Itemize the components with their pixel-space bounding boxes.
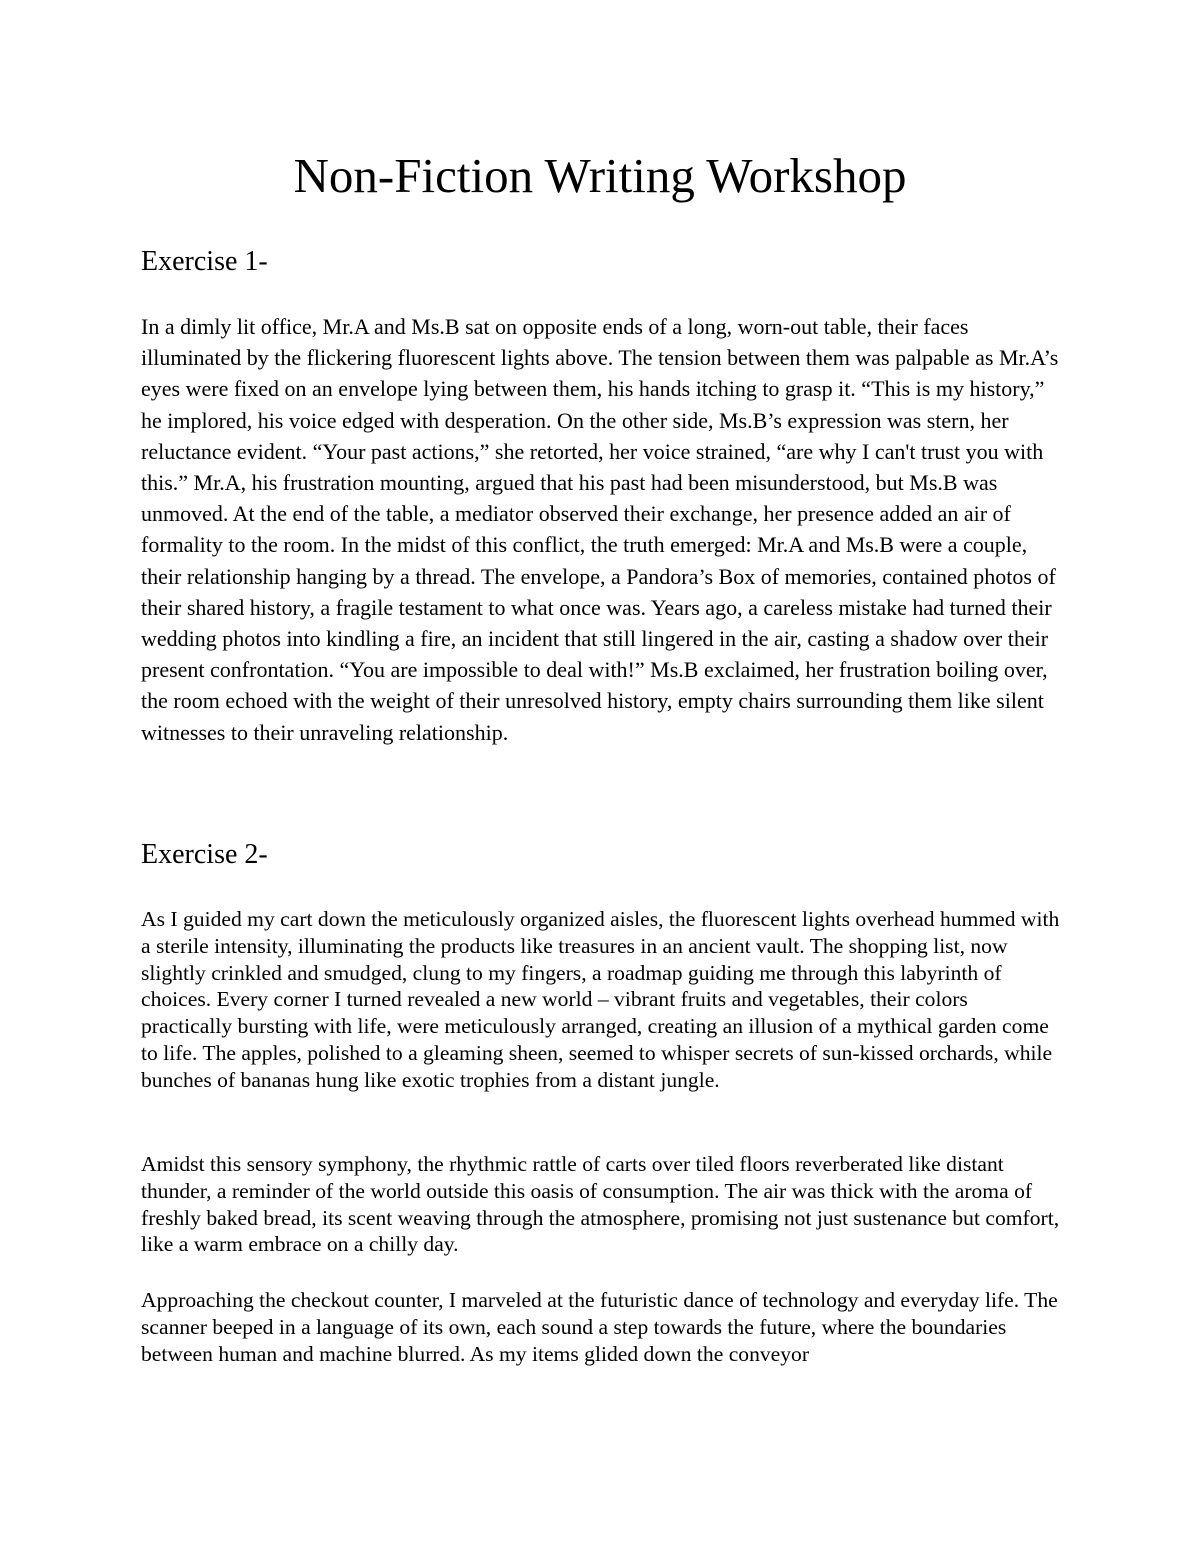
exercise-1-paragraph: In a dimly lit office, Mr.A and Ms.B sat on opposite ends of a long, worn-out table, their faces illuminated by the flickering fluorescent lights above. The tension between them was palpable as Mr.A’s eyes were fixed on an envelope lying between them, his hands itching to grasp it. “This is my history,” he implored, his voice edged with desperation. On the other side, Ms.B’s expression was stern, her reluctance evident. “Your past actions,” she retorted, her voice strained, “are why I can't trust you with this.” Mr.A, his frustration mounting, argued that his past had been misunderstood, but Ms.B was unmoved. At the end of the table, a mediator observed their exchange, her presence added an air of formality to the room. In the midst of this conflict, the truth emerged: Mr.A and Ms.B were a couple, their relationship hanging by a thread. The envelope, a Pandora’s Box of memories, contained photos of their shared history, a fragile testament to what once was. Years ago, a careless mistake had turned their wedding photos into kindling a fire, an incident that still lingered in the air, casting a shadow over their present confrontation. “You are impossible to deal with!” Ms.B exclaimed, her frustration boiling over, the room echoed with the weight of their unresolved history, empty chairs surrounding them like silent witnesses to their unraveling relationship.: [141, 314, 1059, 745]
exercise-1-heading: Exercise 1-: [141, 246, 268, 277]
exercise-2-paragraph-3: Approaching the checkout counter, I marveled at the futuristic dance of technology and everyday life. The scanner beeped in a language of its own, each sound a step towards the future, where the boundaries between human and machine blurred. As my items glided down the conveyor: [141, 1288, 1058, 1366]
exercise-2-paragraph-1: As I guided my cart down the meticulously organized aisles, the fluorescent lights overhead hummed with a sterile intensity, illuminating the products like treasures in an ancient vault. The shopping list, now slightly crinkled and smudged, clung to my fingers, a roadmap guiding me through this labyrinth of choices. Every corner I turned revealed a new world – vibrant fruits and vegetables, their colors practically bursting with life, were meticulously arranged, creating an illusion of a mythical garden come to life. The apples, polished to a gleaming sheen, seemed to whisper secrets of sun-kissed orchards, while bunches of bananas hung like exotic trophies from a distant jungle.: [141, 907, 1060, 1092]
exercise-2-heading: Exercise 2-: [141, 839, 268, 870]
exercise-2-paragraph-2: Amidst this sensory symphony, the rhythmic rattle of carts over tiled floors reverberated like distant thunder, a reminder of the world outside this oasis of consumption. The air was thick with the aroma of freshly baked bread, its scent weaving through the atmosphere, promising not just sustenance but comfort, like a warm embrace on a chilly day.: [141, 1152, 1060, 1257]
page-title: Non-Fiction Writing Workshop: [293, 148, 907, 203]
